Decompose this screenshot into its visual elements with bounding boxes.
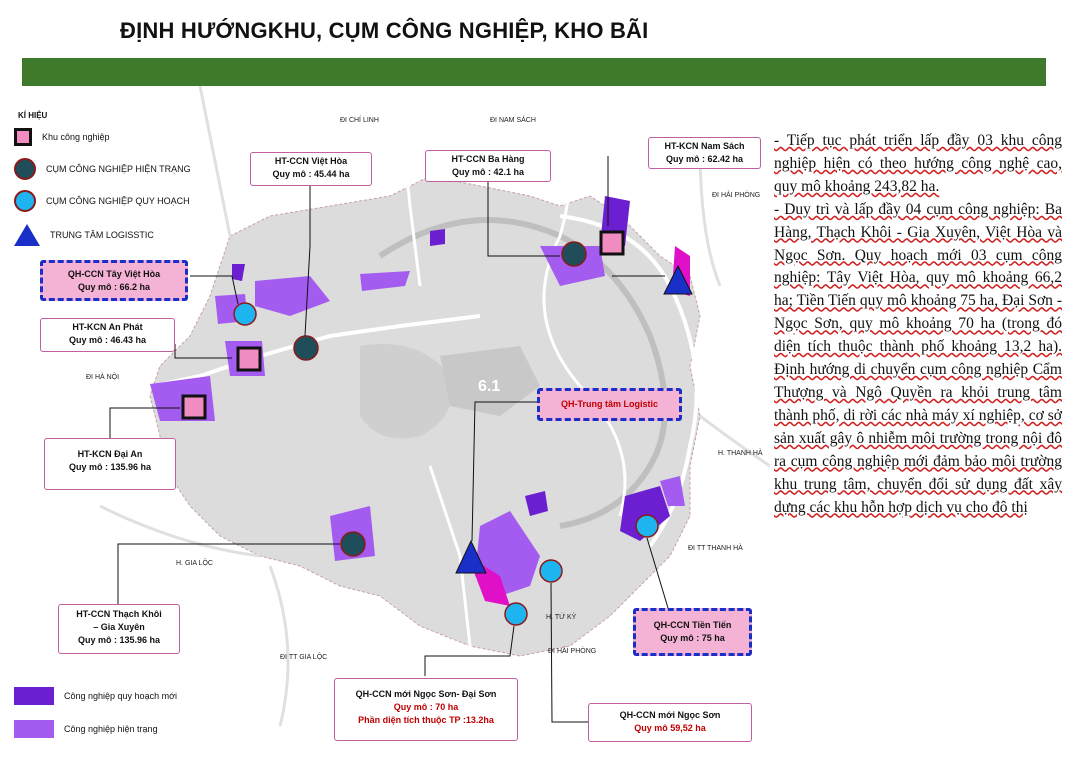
box-scale: Quy mô : 75 ha [660, 633, 725, 643]
paragraph-2: - Duy trì và lấp đầy 04 cụm công nghiệp: Ba Hàng, Thạch Khôi - Gia Xuyên, Việt Hòa và Ngọc Sơn. Quy hoạch mới 03 cụm công nghiệp: Tây Việt Hòa, quy mô khoảng 66,2 ha; Tiền Tiến quy mô khoảng 75 ha, Đại Sơn - Ngọc Sơn, quy mô khoảng 70 ha (trong đó diện tích thuộc thành phố khoảng 13,2 ha). Định hướng di chuyển cụm công nghiệp Cẩm Thượng và Ngô Quyền ra khỏi trung tâm thành phố, di rời các nhà máy xí nghiệp, cơ sở sản xuất gây ô nhiễm môi trường trong nội đô ra cụm công nghiệp mới đảm bảo môi trường khu trung tâm, chuyển đổi sử dụng đất xây dựng các khu hỗn hợp dịch vụ cho đô thị [774, 200, 1062, 516]
box-scale: Quy mô : 46.43 ha [68, 335, 147, 345]
box-name: QH-CCN mới Ngọc Sơn [619, 710, 721, 720]
box-scale: Quy mô : 135.96 ha [68, 462, 152, 472]
box-logistic [537, 388, 682, 421]
page-title: ĐỊNH HƯỚNGKHU, CỤM CÔNG NGHIỆP, KHO BÃI [120, 18, 649, 43]
label-thanh-ha: H. THANH HÀ [718, 450, 763, 457]
box-name-2: – Gia Xuyên [93, 622, 145, 632]
label-ha-noi: ĐI HÀ NỘI [86, 374, 120, 381]
legend-area-planned [14, 687, 177, 705]
kcn-nam-sach-icon [601, 232, 623, 254]
planned-swatch [14, 687, 54, 705]
box-viet-hoa [250, 152, 372, 186]
ccn-ngoc-son-dai-son-icon [505, 603, 527, 625]
box-ngoc-son [588, 703, 752, 742]
paragraph-1: - Tiếp tục phát triển lấp đầy 03 khu công nghiệp hiện có theo hướng công nghệ cao, quy mô khoảng 243,82 ha. [774, 132, 1062, 195]
pink-square-icon [14, 128, 32, 146]
box-note: Phần diện tích thuộc TP :13.2ha [358, 715, 494, 725]
box-scale: Quy mô : 62.42 ha [665, 154, 744, 164]
box-name: HT-KCN Đại An [77, 449, 143, 459]
box-ba-hang [425, 150, 551, 182]
ccn-ngoc-son-icon [540, 560, 562, 582]
area-misc-1 [430, 229, 445, 246]
text-panel [774, 130, 1062, 519]
legend-heading: KÍ HIỆU [18, 111, 48, 120]
legend-item-kcn [14, 128, 110, 146]
kcn-an-phat-icon [238, 348, 260, 370]
label-zone-61: 6.1 [478, 378, 501, 395]
legend-label: CỤM CÔNG NGHIỆP HIỆN TRẠNG [46, 164, 191, 174]
label-hai-phong-bottom: ĐI HẢI PHÒNG [548, 648, 597, 655]
box-dai-an [44, 438, 176, 490]
box-scale: Quy mô 59,52 ha [634, 723, 706, 733]
box-name: HT-KCN Nam Sách [664, 141, 745, 151]
box-name: QH-CCN Tiền Tiến [653, 620, 732, 630]
legend-label: TRUNG TÂM LOGISSTIC [50, 230, 154, 240]
box-name: QH-Trung tâm Logistic [560, 399, 658, 409]
ccn-thach-khoi-icon [341, 532, 365, 556]
legend-label: CỤM CÔNG NGHIỆP QUY HOẠCH [46, 196, 190, 206]
box-name: QH-CCN Tây Việt Hòa [67, 269, 161, 279]
box-tay-viet-hoa [40, 260, 188, 301]
existing-swatch [14, 720, 54, 738]
label-hai-phong-top: ĐI HẢI PHÒNG [712, 192, 761, 199]
ccn-tay-viet-hoa-icon [234, 303, 256, 325]
label-chi-linh: ĐI CHÍ LINH [340, 117, 379, 124]
box-scale: Quy mô : 42.1 ha [451, 167, 525, 177]
box-name: HT-CCN Thạch Khôi [76, 609, 162, 619]
ccn-tien-tien-icon [636, 515, 658, 537]
ccn-ba-hang-icon [562, 242, 586, 266]
box-scale: Quy mô : 45.44 ha [272, 169, 350, 179]
city-map [0, 86, 770, 772]
box-nam-sach [648, 137, 761, 169]
legend-item-ccn-planned [14, 190, 190, 212]
box-ngoc-son-dai-son [334, 678, 518, 741]
box-name: HT-CCN Việt Hòa [274, 156, 348, 166]
label-gia-loc: H. GIA LỘC [176, 560, 213, 567]
box-name: HT-CCN Ba Hàng [451, 154, 525, 164]
header-green-band [22, 58, 1046, 86]
label-tt-gia-loc: ĐI TT GIA LỘC [280, 654, 328, 661]
box-an-phat [40, 318, 175, 352]
blue-triangle-icon [14, 224, 40, 246]
box-scale: Quy mô : 135.96 ha [77, 635, 161, 645]
legend-label: Khu công nghiệp [42, 132, 110, 142]
box-thach-khoi [58, 604, 180, 654]
legend-item-ccn-existing [14, 158, 191, 180]
box-name: HT-KCN An Phát [72, 322, 143, 332]
box-name: QH-CCN mới Ngọc Sơn- Đại Sơn [355, 689, 497, 699]
legend-label: Công nghiệp hiện trạng [64, 724, 158, 734]
legend-area-existing [14, 720, 158, 738]
label-tu-ky: H. TỨ KỲ [546, 614, 577, 621]
kcn-dai-an-icon [183, 396, 205, 418]
legend-item-logistic [14, 224, 154, 246]
box-scale: Quy mô : 70 ha [393, 702, 459, 712]
light-blue-circle-icon [14, 190, 36, 212]
label-tt-thanh-ha: ĐI TT THANH HÀ [688, 545, 743, 552]
label-nam-sach: ĐI NAM SÁCH [490, 117, 536, 124]
road-outer-east [700, 416, 770, 466]
box-tien-tien [633, 608, 752, 656]
box-scale: Quy mô : 66.2 ha [77, 282, 151, 292]
ccn-viet-hoa-icon [294, 336, 318, 360]
legend-label: Công nghiệp quy hoạch mới [64, 691, 177, 701]
dark-circle-icon [14, 158, 36, 180]
road-outer-south [270, 566, 288, 726]
road-northwest [200, 86, 230, 236]
